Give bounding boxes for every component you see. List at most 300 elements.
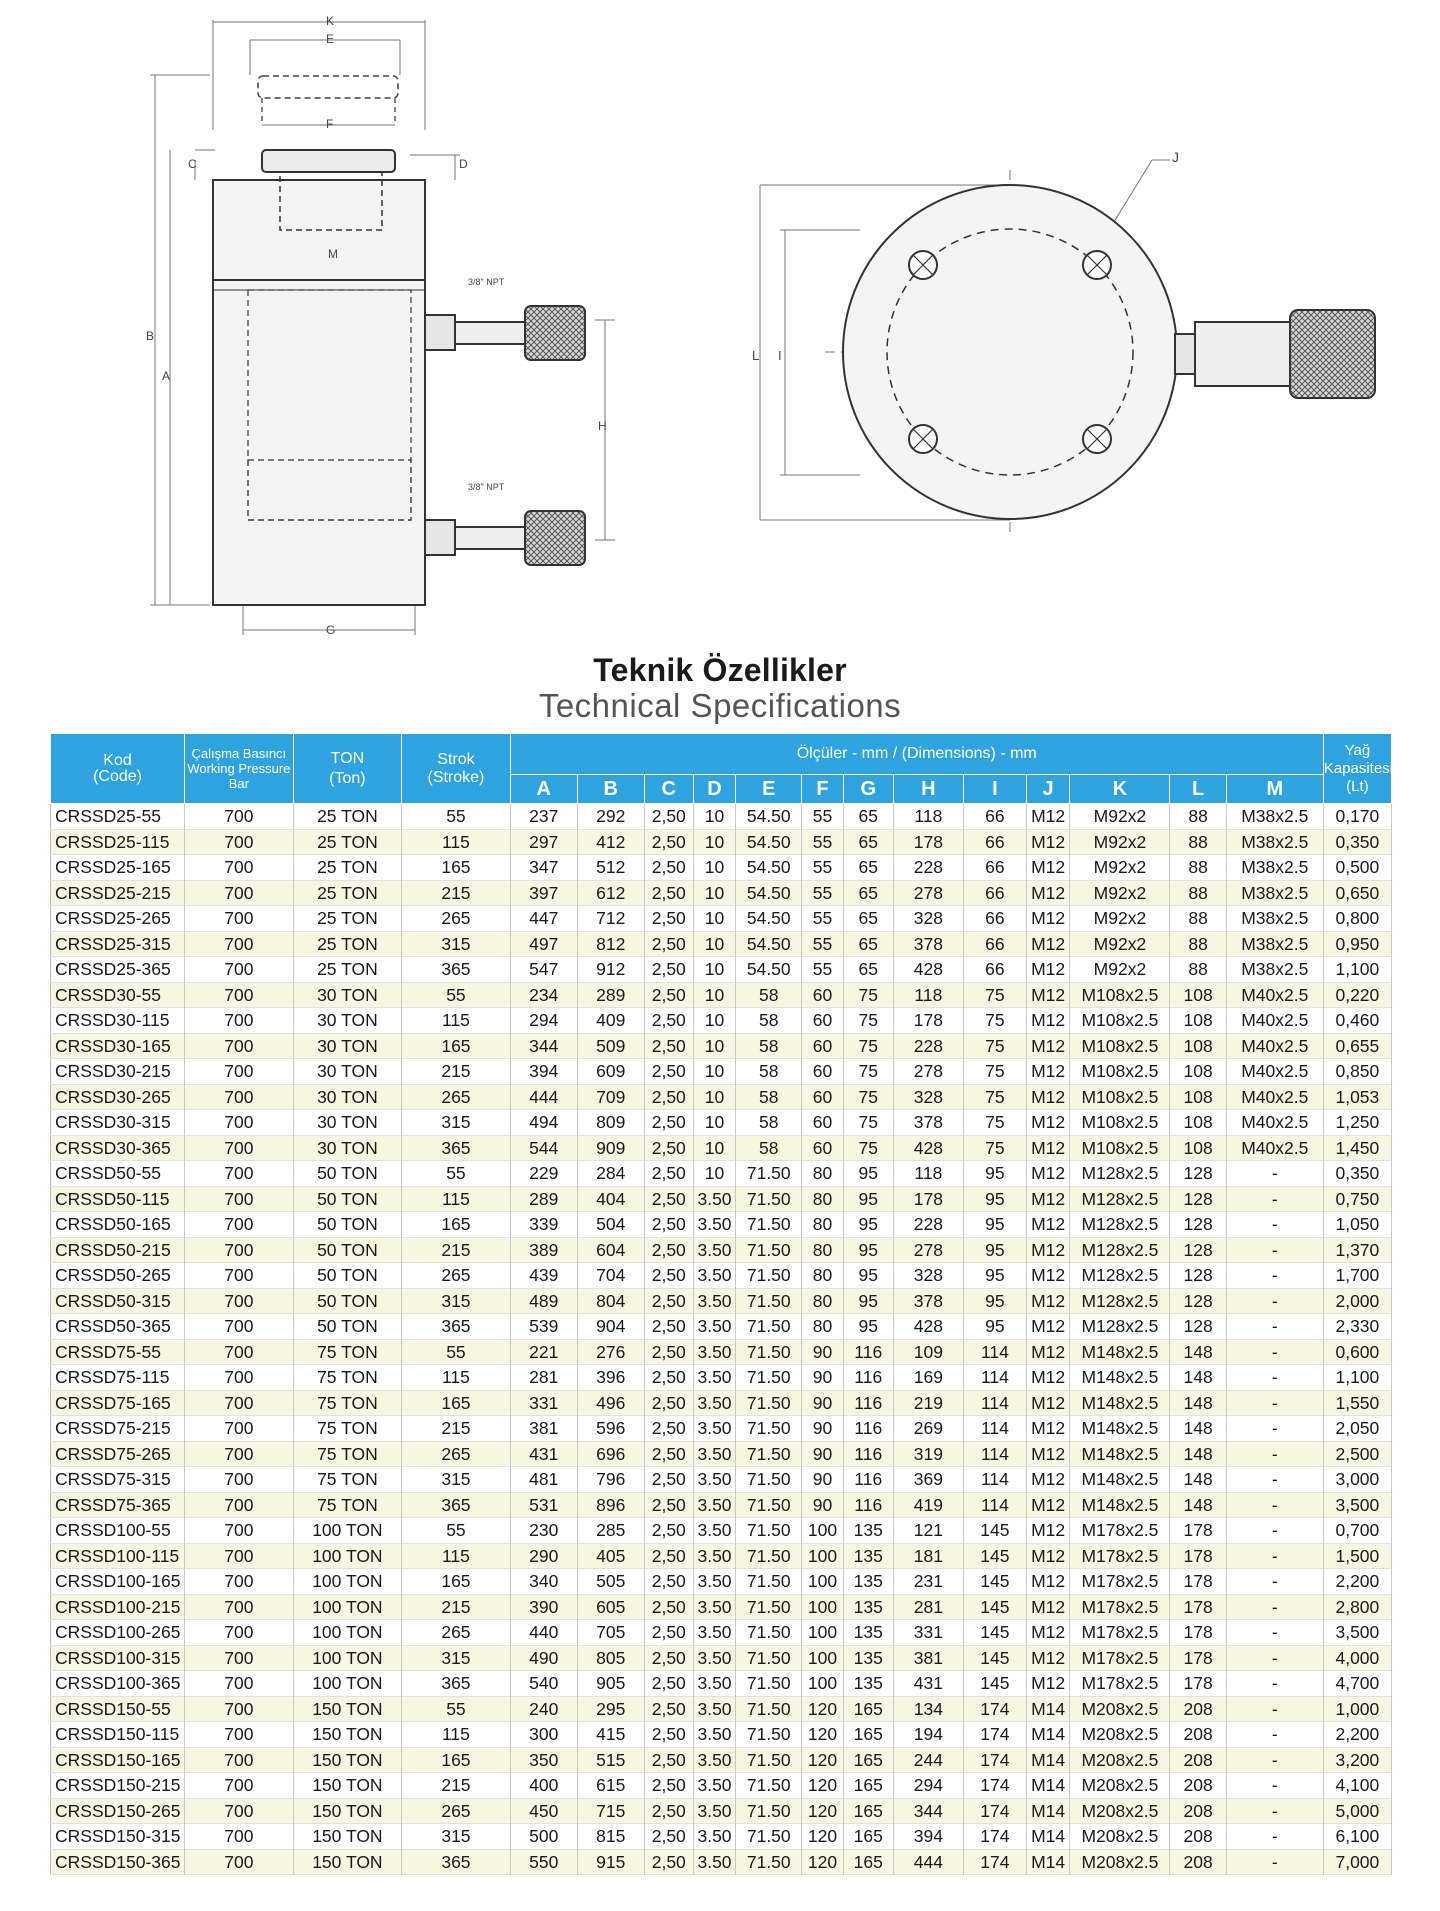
table-cell: 3.50 <box>693 1441 736 1467</box>
cell-code: CRSSD150-115 <box>51 1722 185 1748</box>
table-cell: 2,50 <box>644 1288 693 1314</box>
table-cell: 229 <box>510 1161 577 1187</box>
table-cell: 95 <box>843 1288 893 1314</box>
table-cell: 292 <box>577 804 644 830</box>
dim-label-m: M <box>328 247 338 261</box>
table-cell: 428 <box>893 957 963 983</box>
table-cell: 115 <box>402 1008 511 1034</box>
table-cell: 50 TON <box>293 1186 402 1212</box>
table-cell: 80 <box>802 1288 844 1314</box>
table-cell: 269 <box>893 1416 963 1442</box>
table-cell: M178x2.5 <box>1070 1518 1170 1544</box>
table-cell: 128 <box>1170 1237 1226 1263</box>
cell-code: CRSSD25-165 <box>51 855 185 881</box>
table-cell: 25 TON <box>293 957 402 983</box>
table-cell: 3,500 <box>1323 1620 1391 1646</box>
table-cell: 700 <box>185 880 294 906</box>
table-cell: 700 <box>185 1008 294 1034</box>
table-cell: M12 <box>1026 1033 1070 1059</box>
table-cell: 365 <box>402 1492 511 1518</box>
table-cell: 66 <box>964 855 1027 881</box>
table-cell: 71.50 <box>736 1161 802 1187</box>
table-cell: 71.50 <box>736 1722 802 1748</box>
table-cell: 174 <box>964 1696 1027 1722</box>
table-cell: M12 <box>1026 1110 1070 1136</box>
table-row <box>51 880 1392 906</box>
table-cell: 108 <box>1170 1110 1226 1136</box>
table-cell: 50 TON <box>293 1288 402 1314</box>
table-cell: 128 <box>1170 1288 1226 1314</box>
table-cell: 135 <box>843 1671 893 1697</box>
table-cell: M12 <box>1026 1416 1070 1442</box>
table-cell: 178 <box>1170 1671 1226 1697</box>
table-cell: M14 <box>1026 1849 1070 1875</box>
table-cell: - <box>1226 1365 1323 1391</box>
table-cell: 75 <box>843 1135 893 1161</box>
cell-code: CRSSD100-55 <box>51 1518 185 1544</box>
title-turkish: Teknik Özellikler <box>593 652 847 688</box>
table-cell: 544 <box>510 1135 577 1161</box>
table-cell: M14 <box>1026 1773 1070 1799</box>
table-row <box>51 1390 1392 1416</box>
table-cell: M92x2 <box>1070 804 1170 830</box>
table-cell: 71.50 <box>736 1569 802 1595</box>
table-cell: 328 <box>893 1084 963 1110</box>
table-cell: 700 <box>185 906 294 932</box>
table-cell: - <box>1226 1390 1323 1416</box>
table-cell: M178x2.5 <box>1070 1594 1170 1620</box>
table-cell: 75 <box>964 1008 1027 1034</box>
table-cell: 95 <box>964 1237 1027 1263</box>
table-row <box>51 957 1392 983</box>
table-cell: 208 <box>1170 1722 1226 1748</box>
table-cell: 71.50 <box>736 1467 802 1493</box>
table-cell: 30 TON <box>293 1033 402 1059</box>
table-cell: 415 <box>577 1722 644 1748</box>
table-cell: 381 <box>893 1645 963 1671</box>
table-cell: 75 TON <box>293 1390 402 1416</box>
table-cell: 397 <box>510 880 577 906</box>
table-cell: 178 <box>1170 1594 1226 1620</box>
table-cell: - <box>1226 1212 1323 1238</box>
table-cell: M12 <box>1026 1569 1070 1595</box>
table-cell: 365 <box>402 957 511 983</box>
table-row <box>51 1186 1392 1212</box>
table-cell: 30 TON <box>293 1135 402 1161</box>
table-cell: 71.50 <box>736 1620 802 1646</box>
table-cell: 0,700 <box>1323 1518 1391 1544</box>
table-cell: 10 <box>693 1033 736 1059</box>
cell-code: CRSSD25-315 <box>51 931 185 957</box>
table-cell: 365 <box>402 1671 511 1697</box>
table-cell: 2,50 <box>644 1084 693 1110</box>
table-cell: 114 <box>964 1390 1027 1416</box>
header-dim-g: G <box>843 775 893 804</box>
dim-label-d: D <box>459 157 468 171</box>
table-cell: 3.50 <box>693 1339 736 1365</box>
table-cell: 700 <box>185 1135 294 1161</box>
table-cell: 54.50 <box>736 931 802 957</box>
table-cell: 71.50 <box>736 1747 802 1773</box>
table-cell: M12 <box>1026 1212 1070 1238</box>
table-cell: 75 <box>964 1033 1027 1059</box>
table-cell: 100 <box>802 1594 844 1620</box>
table-cell: 134 <box>893 1696 963 1722</box>
cell-code: CRSSD100-115 <box>51 1543 185 1569</box>
table-cell: 284 <box>577 1161 644 1187</box>
table-cell: 0,350 <box>1323 1161 1391 1187</box>
table-cell: 120 <box>802 1773 844 1799</box>
table-cell: 75 TON <box>293 1492 402 1518</box>
table-cell: 339 <box>510 1212 577 1238</box>
table-cell: M14 <box>1026 1747 1070 1773</box>
table-row <box>51 1365 1392 1391</box>
table-cell: 2,50 <box>644 1747 693 1773</box>
table-cell: 0,800 <box>1323 906 1391 932</box>
table-cell: 265 <box>402 1620 511 1646</box>
table-row <box>51 829 1392 855</box>
port-label-lower: 3/8" NPT <box>468 482 505 492</box>
table-row <box>51 1441 1392 1467</box>
table-cell: 221 <box>510 1339 577 1365</box>
table-cell: M92x2 <box>1070 880 1170 906</box>
table-cell: 904 <box>577 1314 644 1340</box>
table-cell: M38x2.5 <box>1226 829 1323 855</box>
table-cell: 145 <box>964 1671 1027 1697</box>
table-cell: 2,50 <box>644 1008 693 1034</box>
table-cell: 3.50 <box>693 1237 736 1263</box>
cell-code: CRSSD25-215 <box>51 880 185 906</box>
table-cell: 25 TON <box>293 880 402 906</box>
table-cell: 75 TON <box>293 1441 402 1467</box>
table-cell: 88 <box>1170 931 1226 957</box>
table-cell: 2,50 <box>644 1849 693 1875</box>
table-cell: M148x2.5 <box>1070 1492 1170 1518</box>
table-cell: 3,500 <box>1323 1492 1391 1518</box>
table-cell: - <box>1226 1747 1323 1773</box>
table-cell: M38x2.5 <box>1226 957 1323 983</box>
table-cell: 71.50 <box>736 1773 802 1799</box>
table-cell: 915 <box>577 1849 644 1875</box>
front-view-drawing <box>150 20 615 635</box>
dim-label-b: B <box>146 329 155 343</box>
table-cell: M12 <box>1026 829 1070 855</box>
table-cell: 2,50 <box>644 1263 693 1289</box>
header-dim-c: C <box>644 775 693 804</box>
table-cell: 178 <box>1170 1645 1226 1671</box>
table-cell: 490 <box>510 1645 577 1671</box>
table-cell: - <box>1226 1594 1323 1620</box>
table-cell: 2,50 <box>644 1671 693 1697</box>
table-cell: 265 <box>402 1084 511 1110</box>
table-cell: 419 <box>893 1492 963 1518</box>
table-cell: 1,370 <box>1323 1237 1391 1263</box>
table-cell: 108 <box>1170 1135 1226 1161</box>
table-cell: 0,600 <box>1323 1339 1391 1365</box>
table-cell: 3.50 <box>693 1467 736 1493</box>
title-block <box>0 652 1440 724</box>
table-cell: 65 <box>843 906 893 932</box>
table-cell: 100 <box>802 1620 844 1646</box>
table-cell: 285 <box>577 1518 644 1544</box>
table-cell: 165 <box>402 1212 511 1238</box>
table-cell: 228 <box>893 1212 963 1238</box>
table-cell: 812 <box>577 931 644 957</box>
table-cell: M38x2.5 <box>1226 880 1323 906</box>
table-cell: 295 <box>577 1696 644 1722</box>
table-cell: 2,50 <box>644 829 693 855</box>
header-dim-h: H <box>893 775 963 804</box>
table-cell: 431 <box>893 1671 963 1697</box>
table-cell: 71.50 <box>736 1339 802 1365</box>
table-cell: 109 <box>893 1339 963 1365</box>
table-cell: - <box>1226 1671 1323 1697</box>
table-cell: M14 <box>1026 1696 1070 1722</box>
table-cell: - <box>1226 1314 1323 1340</box>
table-cell: 396 <box>577 1365 644 1391</box>
table-cell: 55 <box>802 906 844 932</box>
table-cell: 100 <box>802 1645 844 1671</box>
table-cell: 71.50 <box>736 1849 802 1875</box>
table-cell: 100 TON <box>293 1543 402 1569</box>
dim-label-k: K <box>326 14 335 28</box>
table-cell: 0,350 <box>1323 829 1391 855</box>
table-cell: 120 <box>802 1824 844 1850</box>
table-cell: 2,50 <box>644 1365 693 1391</box>
table-cell: 148 <box>1170 1390 1226 1416</box>
table-cell: M208x2.5 <box>1070 1849 1170 1875</box>
table-cell: 75 TON <box>293 1416 402 1442</box>
table-cell: 65 <box>843 804 893 830</box>
table-cell: 148 <box>1170 1467 1226 1493</box>
table-cell: M12 <box>1026 1339 1070 1365</box>
cell-code: CRSSD75-165 <box>51 1390 185 1416</box>
table-cell: 174 <box>964 1747 1027 1773</box>
table-cell: 2,500 <box>1323 1441 1391 1467</box>
table-cell: 2,50 <box>644 1033 693 1059</box>
table-cell: M208x2.5 <box>1070 1747 1170 1773</box>
table-cell: 116 <box>843 1365 893 1391</box>
table-cell: 178 <box>1170 1543 1226 1569</box>
table-cell: 75 <box>964 1110 1027 1136</box>
table-cell: 58 <box>736 1110 802 1136</box>
table-cell: 2,50 <box>644 1467 693 1493</box>
table-cell: 108 <box>1170 1084 1226 1110</box>
table-cell: 315 <box>402 931 511 957</box>
table-cell: 231 <box>893 1569 963 1595</box>
table-cell: 71.50 <box>736 1492 802 1518</box>
table-cell: 700 <box>185 1441 294 1467</box>
table-cell: 700 <box>185 1849 294 1875</box>
table-cell: 2,50 <box>644 1620 693 1646</box>
table-cell: 2,50 <box>644 1110 693 1136</box>
table-cell: 71.50 <box>736 1263 802 1289</box>
table-cell: 150 TON <box>293 1696 402 1722</box>
table-cell: 208 <box>1170 1696 1226 1722</box>
dim-label-i: I <box>778 348 782 363</box>
table-cell: 3.50 <box>693 1365 736 1391</box>
table-cell: 66 <box>964 906 1027 932</box>
table-cell: 30 TON <box>293 982 402 1008</box>
table-cell: M148x2.5 <box>1070 1365 1170 1391</box>
table-cell: 100 <box>802 1518 844 1544</box>
table-row <box>51 804 1392 830</box>
table-cell: 700 <box>185 1645 294 1671</box>
cell-code: CRSSD50-215 <box>51 1237 185 1263</box>
table-cell: 2,50 <box>644 1212 693 1238</box>
table-cell: 114 <box>964 1441 1027 1467</box>
table-cell: 25 TON <box>293 855 402 881</box>
table-cell: 409 <box>577 1008 644 1034</box>
table-cell: 135 <box>843 1569 893 1595</box>
table-cell: 700 <box>185 1339 294 1365</box>
table-cell: 10 <box>693 1161 736 1187</box>
table-cell: 10 <box>693 1135 736 1161</box>
table-cell: - <box>1226 1161 1323 1187</box>
cell-code: CRSSD30-265 <box>51 1084 185 1110</box>
table-row <box>51 1773 1392 1799</box>
table-cell: 228 <box>893 1033 963 1059</box>
table-cell: 80 <box>802 1314 844 1340</box>
table-cell: 114 <box>964 1467 1027 1493</box>
table-cell: M92x2 <box>1070 906 1170 932</box>
table-cell: 30 TON <box>293 1110 402 1136</box>
table-cell: 165 <box>402 1390 511 1416</box>
cell-code: CRSSD50-265 <box>51 1263 185 1289</box>
table-cell: 289 <box>510 1186 577 1212</box>
table-cell: 344 <box>510 1033 577 1059</box>
table-cell: 75 <box>843 982 893 1008</box>
table-row <box>51 1543 1392 1569</box>
table-cell: 118 <box>893 982 963 1008</box>
table-cell: 237 <box>510 804 577 830</box>
table-cell: 80 <box>802 1186 844 1212</box>
table-cell: 331 <box>893 1620 963 1646</box>
table-cell: 3.50 <box>693 1620 736 1646</box>
table-cell: 10 <box>693 1110 736 1136</box>
table-cell: 3.50 <box>693 1798 736 1824</box>
table-cell: 75 <box>964 982 1027 1008</box>
table-cell: - <box>1226 1569 1323 1595</box>
table-cell: 90 <box>802 1416 844 1442</box>
table-cell: 150 TON <box>293 1798 402 1824</box>
table-cell: 700 <box>185 1110 294 1136</box>
table-cell: 55 <box>402 982 511 1008</box>
table-cell: 165 <box>843 1798 893 1824</box>
table-cell: - <box>1226 1518 1323 1544</box>
header-oil-capacity: Yağ Kapasitesi (Lt) <box>1323 734 1391 804</box>
table-cell: 2,50 <box>644 906 693 932</box>
table-cell: 700 <box>185 1416 294 1442</box>
table-cell: 120 <box>802 1798 844 1824</box>
table-cell: 128 <box>1170 1161 1226 1187</box>
table-cell: 2,50 <box>644 1135 693 1161</box>
table-cell: 404 <box>577 1186 644 1212</box>
table-cell: 54.50 <box>736 880 802 906</box>
table-cell: 71.50 <box>736 1824 802 1850</box>
dim-label-f: F <box>326 117 334 131</box>
table-cell: M12 <box>1026 1008 1070 1034</box>
table-cell: 315 <box>402 1467 511 1493</box>
cell-code: CRSSD25-55 <box>51 804 185 830</box>
table-cell: 135 <box>843 1543 893 1569</box>
table-cell: 71.50 <box>736 1441 802 1467</box>
table-cell: 10 <box>693 1059 736 1085</box>
table-cell: 128 <box>1170 1212 1226 1238</box>
table-cell: M108x2.5 <box>1070 1033 1170 1059</box>
table-cell: 116 <box>843 1492 893 1518</box>
table-cell: 700 <box>185 829 294 855</box>
table-cell: 2,50 <box>644 1645 693 1671</box>
table-cell: 71.50 <box>736 1288 802 1314</box>
table-row <box>51 1467 1392 1493</box>
table-cell: 114 <box>964 1416 1027 1442</box>
table-cell: 3.50 <box>693 1186 736 1212</box>
table-cell: 50 TON <box>293 1314 402 1340</box>
table-cell: 75 <box>843 1059 893 1085</box>
table-cell: M12 <box>1026 1288 1070 1314</box>
table-row <box>51 1314 1392 1340</box>
table-cell: 10 <box>693 855 736 881</box>
table-cell: M12 <box>1026 1263 1070 1289</box>
table-cell: M40x2.5 <box>1226 1084 1323 1110</box>
table-cell: 240 <box>510 1696 577 1722</box>
table-row <box>51 1849 1392 1875</box>
table-cell: 494 <box>510 1110 577 1136</box>
table-cell: 331 <box>510 1390 577 1416</box>
table-cell: 340 <box>510 1569 577 1595</box>
table-cell: 194 <box>893 1722 963 1748</box>
table-cell: 65 <box>843 957 893 983</box>
table-cell: 700 <box>185 1798 294 1824</box>
table-cell: 54.50 <box>736 906 802 932</box>
table-cell: 181 <box>893 1543 963 1569</box>
table-cell: 3.50 <box>693 1314 736 1340</box>
table-cell: 715 <box>577 1798 644 1824</box>
table-cell: 0,650 <box>1323 880 1391 906</box>
table-cell: M12 <box>1026 880 1070 906</box>
table-cell: - <box>1226 1186 1323 1212</box>
header-ton: TON (Ton) <box>293 734 402 804</box>
dim-label-l: L <box>752 348 760 363</box>
table-cell: 3,200 <box>1323 1747 1391 1773</box>
table-cell: 3.50 <box>693 1518 736 1544</box>
table-cell: 497 <box>510 931 577 957</box>
table-cell: 88 <box>1170 957 1226 983</box>
table-cell: 55 <box>802 804 844 830</box>
table-cell: 100 TON <box>293 1620 402 1646</box>
table-cell: 120 <box>802 1849 844 1875</box>
table-cell: 95 <box>964 1212 1027 1238</box>
table-row <box>51 1059 1392 1085</box>
table-cell: 0,750 <box>1323 1186 1391 1212</box>
table-cell: M148x2.5 <box>1070 1339 1170 1365</box>
table-cell: 90 <box>802 1365 844 1391</box>
table-cell: 3.50 <box>693 1773 736 1799</box>
header-dim-b: B <box>577 775 644 804</box>
table-cell: 75 TON <box>293 1339 402 1365</box>
table-cell: M128x2.5 <box>1070 1263 1170 1289</box>
table-cell: 700 <box>185 1543 294 1569</box>
table-cell: M12 <box>1026 906 1070 932</box>
table-cell: M148x2.5 <box>1070 1390 1170 1416</box>
table-cell: 60 <box>802 982 844 1008</box>
table-cell: 71.50 <box>736 1416 802 1442</box>
table-cell: 178 <box>1170 1518 1226 1544</box>
table-cell: 88 <box>1170 829 1226 855</box>
table-cell: 0,950 <box>1323 931 1391 957</box>
table-cell: 58 <box>736 1135 802 1161</box>
